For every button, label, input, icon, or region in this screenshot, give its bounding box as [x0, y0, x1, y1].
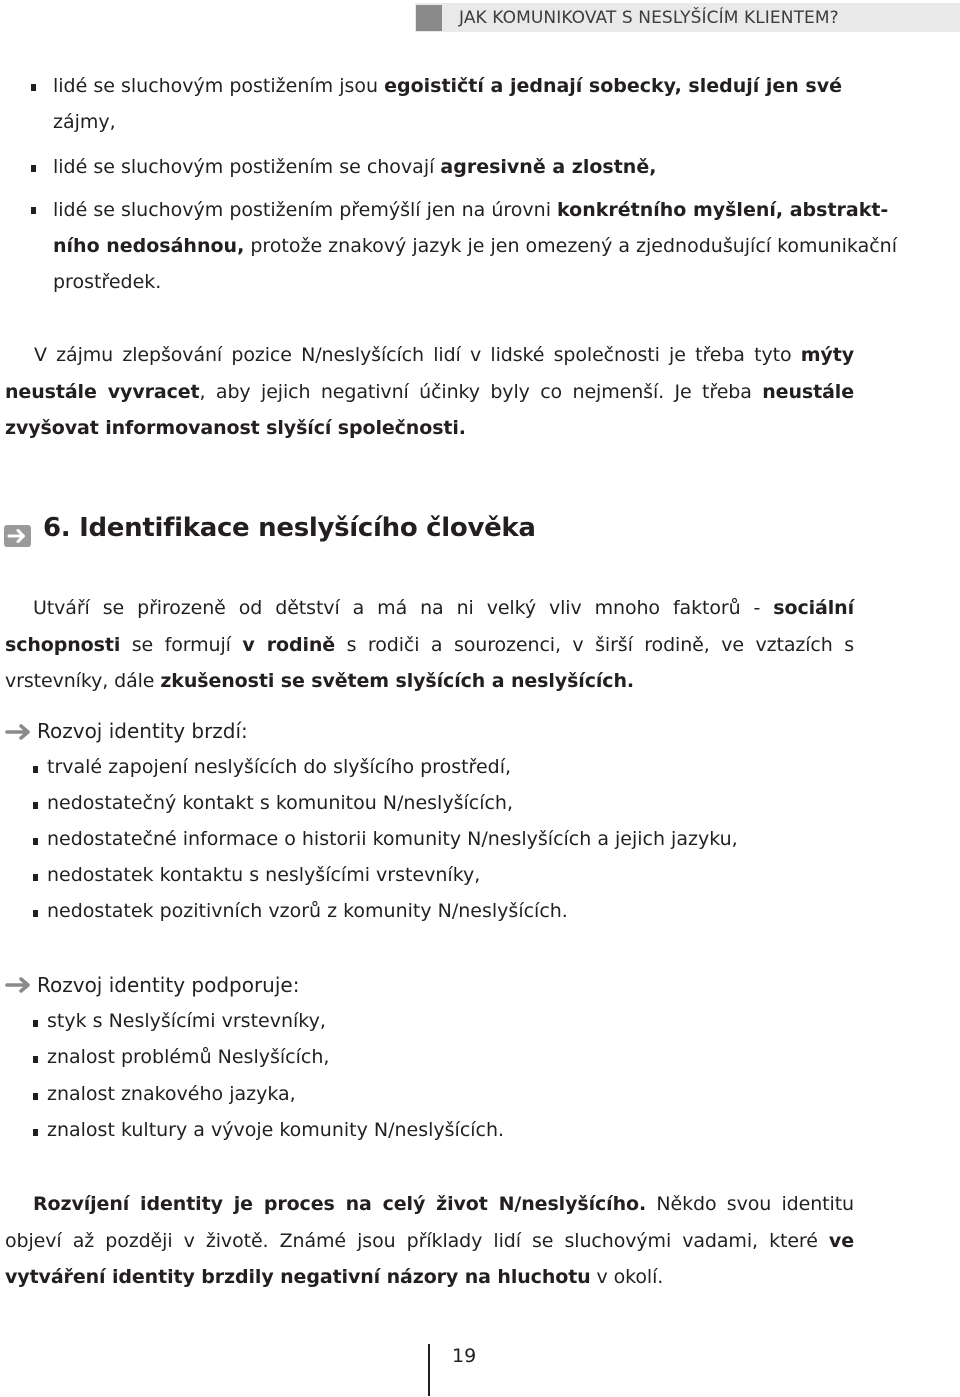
paragraph-bold: ve vytváření identity brzdily negativní názory na hluchotu	[5, 1229, 854, 1288]
footer-divider	[428, 1344, 430, 1396]
paragraph-bold: v rodině	[242, 633, 336, 656]
section-arrow-icon	[4, 525, 31, 547]
page-number: 19	[452, 1345, 477, 1367]
paragraph-bold: zkušenosti se světem slyšících a neslyšících.	[160, 670, 634, 692]
paragraph-identity-process	[5, 1186, 854, 1296]
bullet-icon	[33, 910, 38, 917]
bullet-icon	[31, 207, 36, 214]
bullet-icon	[33, 1020, 38, 1027]
list-item: styk s Neslyšícími vrstevníky,	[47, 1010, 326, 1032]
list-item-continuation: prostředek.	[53, 271, 162, 293]
paragraph-text: v okolí.	[590, 1266, 664, 1288]
paragraph-bold: mýty neustále vyvracet	[5, 344, 854, 403]
header-square-icon	[416, 5, 442, 31]
header-title: JAK KOMUNIKOVAT S NESLYŠÍCÍM KLIENTEM?	[459, 7, 839, 28]
list-item: nedostatečné informace o historii komunity N/neslyšících a jejich jazyku,	[47, 828, 738, 850]
list-item: trvalé zapojení neslyšících do slyšícího prostředí,	[47, 756, 512, 778]
paragraph-text: , aby jejich negativní účinky byly co nejmenší. Je třeba	[199, 380, 763, 403]
bullet-icon	[33, 766, 38, 773]
paragraph-text: Utváří se přirozeně od dětství a má na ni velký vliv mnoho faktorů -	[33, 597, 774, 619]
list-item: znalost kultury a vývoje komunity N/neslyšících.	[47, 1119, 505, 1141]
list-item: nedostatek pozitivních vzorů z komunity N/neslyšících.	[47, 900, 568, 922]
list-item: znalost znakového jazyka,	[47, 1083, 296, 1105]
list-item-continuation	[53, 228, 897, 265]
list-item	[53, 68, 842, 105]
paragraph-identity-intro	[5, 590, 854, 700]
brakes-heading: Rozvoj identity brzdí:	[37, 719, 248, 743]
list-item: nedostatečný kontakt s komunitou N/neslyšících,	[47, 792, 514, 814]
list-item	[53, 192, 888, 229]
list-item-text: lidé se sluchovým postižením se chovají	[53, 156, 441, 178]
list-item: nedostatek kontaktu s neslyšícími vrstevníky,	[47, 864, 481, 886]
list-item-bold: agresivně a zlostně,	[440, 156, 657, 178]
bullet-icon	[33, 1056, 38, 1063]
list-item-bold: egoističtí a jednají sobecky, sledují jen své	[384, 75, 843, 97]
bullet-icon	[31, 165, 36, 172]
list-item-text: protože znakový jazyk je jen omezený a zjednodušující komunikační	[244, 235, 897, 257]
list-item-continuation: zájmy,	[53, 111, 116, 133]
running-header	[415, 3, 960, 32]
paragraph-text: se formují	[120, 633, 243, 656]
paragraph-bold: neustále zvyšovat informovanost slyšící společnosti.	[5, 380, 854, 439]
section-title: 6. Identifikace neslyšícího člověka	[43, 513, 536, 543]
list-item-bold: ního nedosáhnou,	[53, 235, 245, 257]
list-item-text: lidé se sluchovým postižením přemýšlí jen na úrovni	[53, 199, 558, 221]
bullet-icon	[33, 874, 38, 881]
arrow-right-icon	[5, 724, 32, 740]
bullet-icon	[33, 1093, 38, 1100]
list-item	[53, 149, 656, 186]
paragraph-text: V zájmu zlepšování pozice N/neslyšících lidí v lidské společnosti je třeba tyto	[34, 344, 801, 366]
paragraph-bold: sociální schopnosti	[5, 597, 854, 656]
supports-heading: Rozvoj identity podporuje:	[37, 973, 300, 997]
arrow-right-icon	[5, 977, 32, 993]
list-item-bold: konkrétního myšlení, abstrakt-	[557, 199, 889, 221]
bullet-icon	[33, 802, 38, 809]
paragraph-myths	[5, 337, 854, 447]
paragraph-bold: Rozvíjení identity je proces na celý život N/neslyšícího.	[33, 1193, 647, 1215]
list-item: znalost problémů Neslyšících,	[47, 1046, 330, 1068]
bullet-icon	[33, 1129, 38, 1136]
paragraph-text: Někdo svou identitu objeví až později v životě. Známé jsou příklady lidí se sluchovými vadami, které	[5, 1193, 854, 1252]
bullet-icon	[31, 84, 36, 91]
list-item-text: lidé se sluchovým postižením jsou	[53, 75, 385, 97]
paragraph-text: s rodiči a sourozenci, v širší rodině, ve vztazích s vrstevníky, dále	[5, 633, 855, 692]
bullet-icon	[33, 838, 38, 845]
